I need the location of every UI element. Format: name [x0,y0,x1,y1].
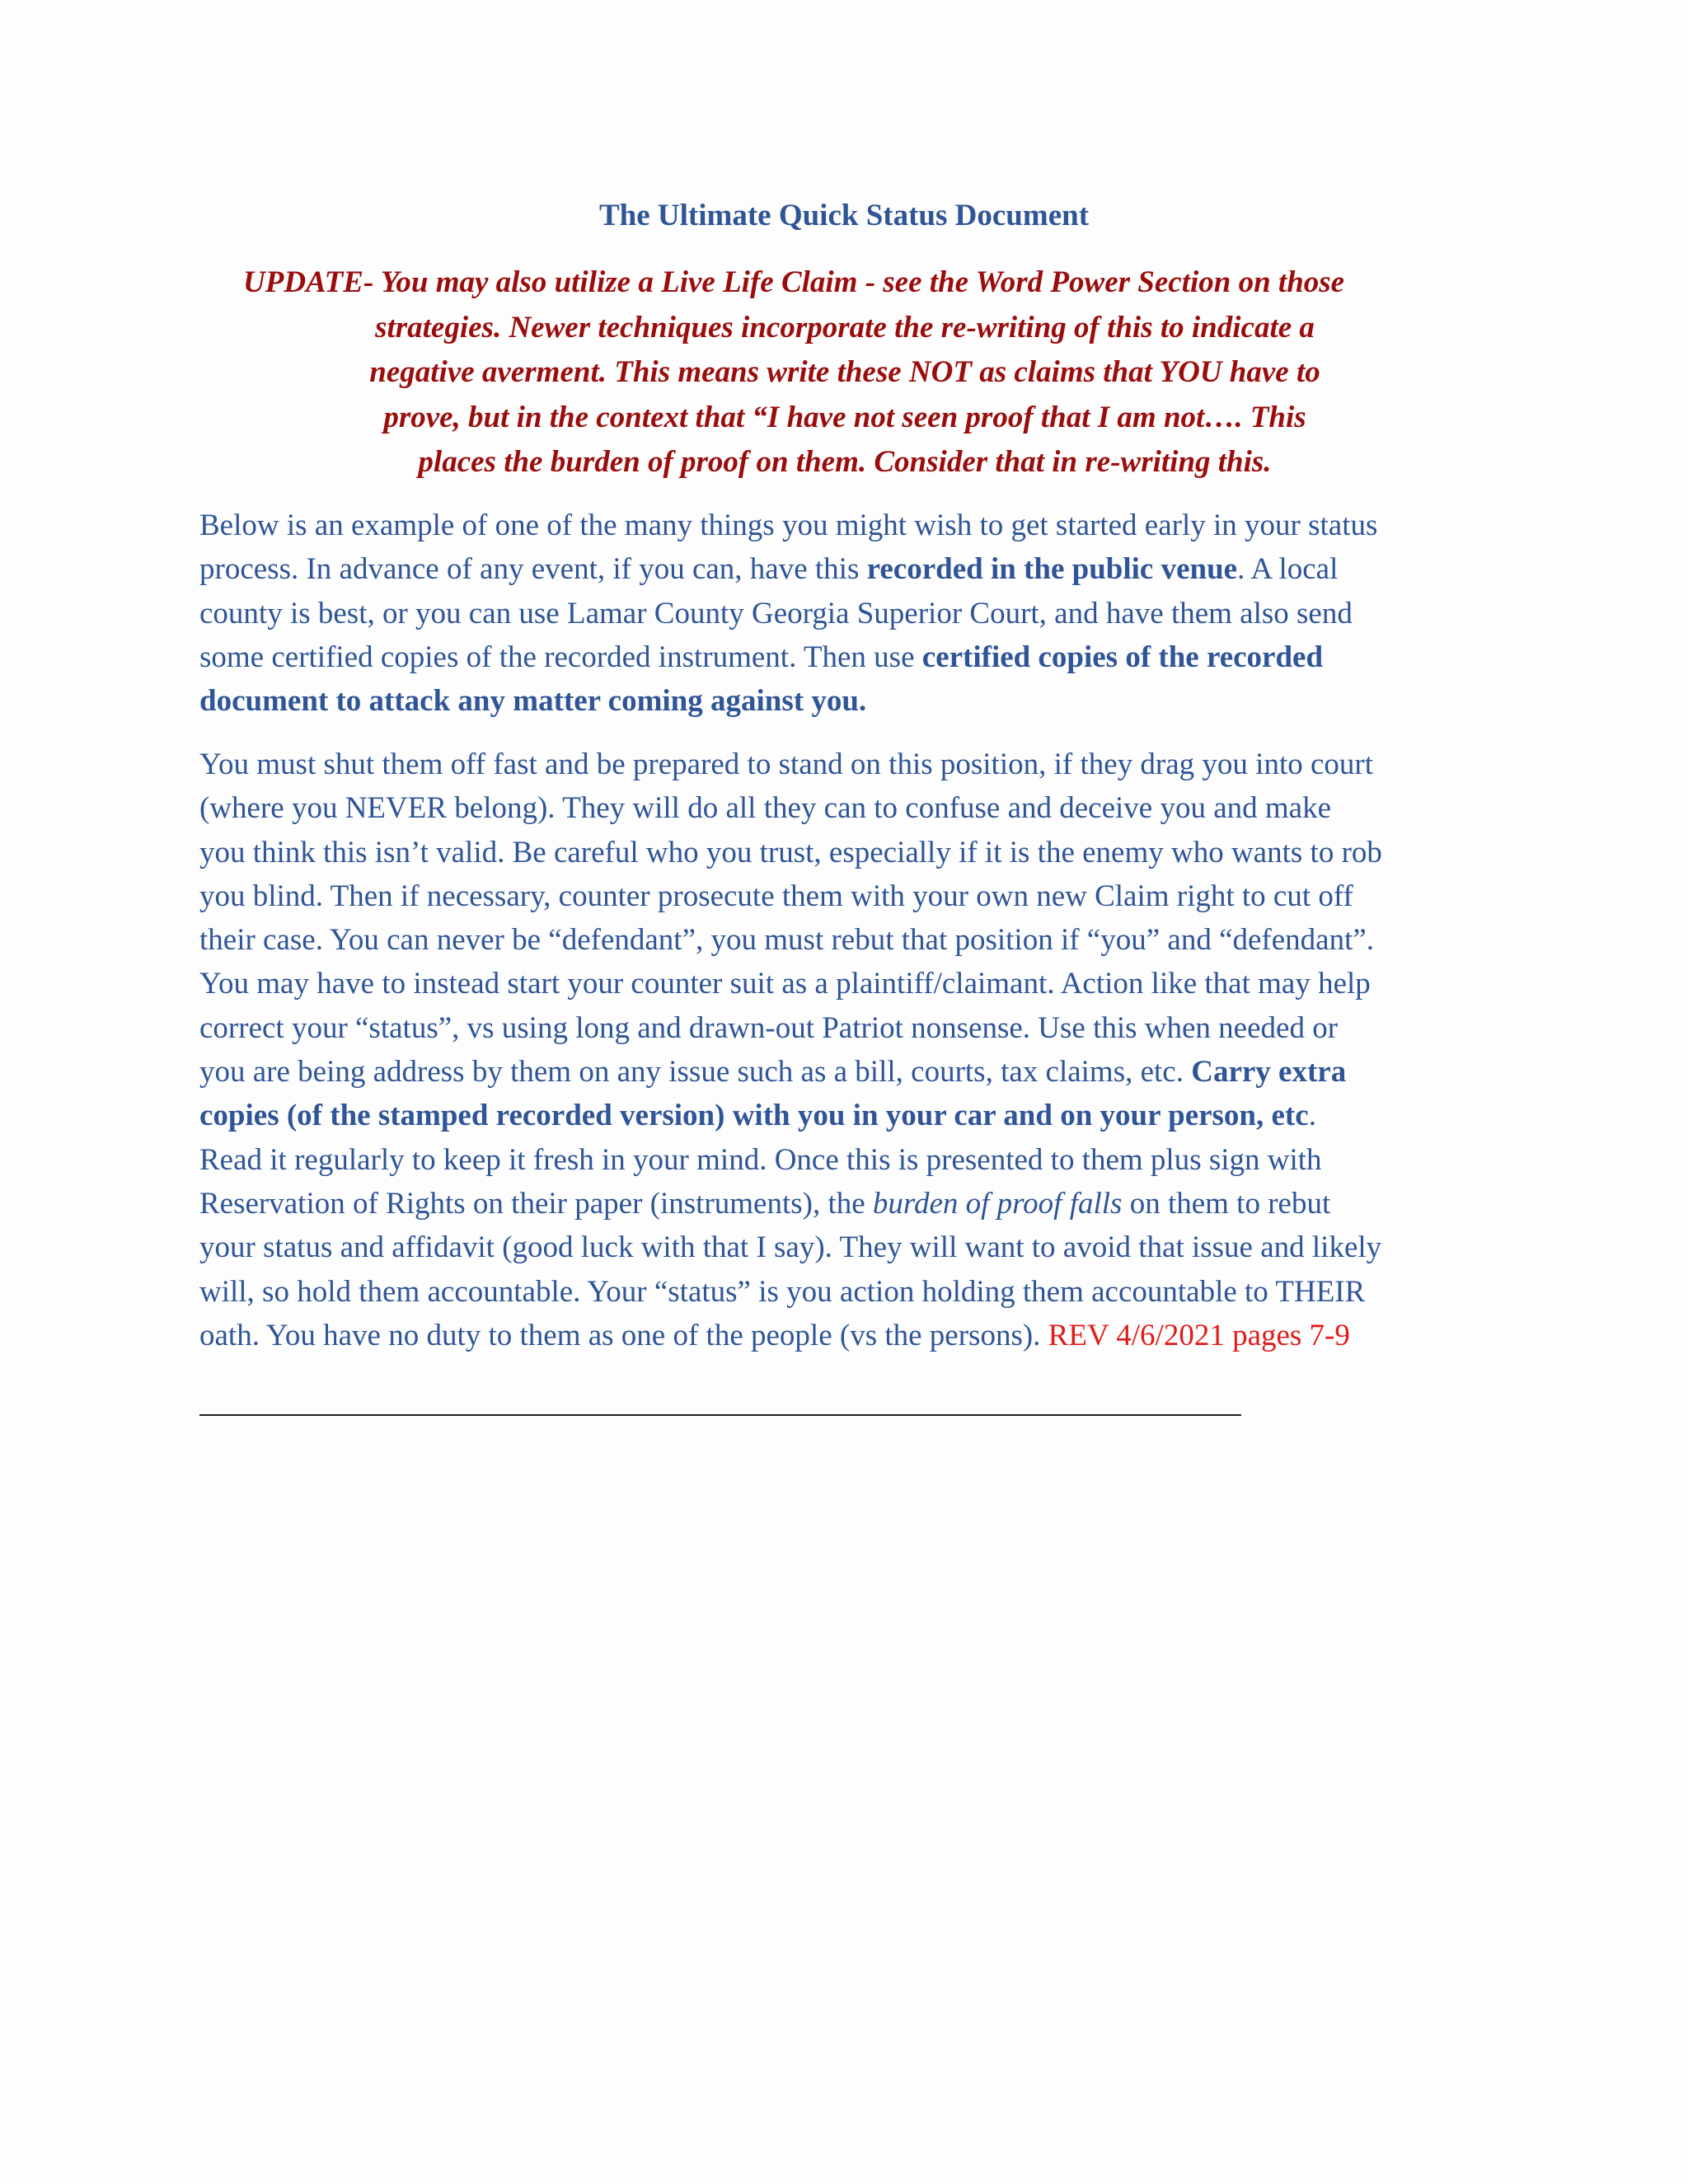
update-line: prove, but in the context that “I have not seen proof that I am not…. This [383,400,1306,434]
update-line: UPDATE- You may also utilize a Live Life Claim - see the Word Power Section on those [243,265,1345,299]
bold-text: document to attack any matter coming against you. [199,684,867,719]
instructions-paragraph [199,743,1493,1357]
revision-note: REV 4/6/2021 pages 7-9 [1048,1318,1350,1352]
paragraph-line: (where you NEVER belong). They will do all they can to confuse and deceive you and make [199,791,1332,826]
paragraph-line [199,1050,1493,1094]
text-run: some certified copies of the recorded instrument. Then use [199,640,922,674]
update-line: places the burden of proof on them. Consider that in re-writing this. [418,445,1272,479]
text-run: oath. You have no duty to them as one of the people (vs the persons). [199,1318,1048,1352]
paragraph-line: Below is an example of one of the many things you might wish to get started early in your status [199,509,1378,542]
paragraph-line [199,1182,1493,1226]
bold-text: certified copies of the recorded [921,640,1324,674]
paragraph-line [199,1094,1493,1137]
paragraph-line [199,1314,1493,1357]
paragraph-line: county is best, or you can use Lamar County Georgia Superior Court, and have them also send [199,596,1353,630]
text-run: process. In advance of any event, if you can, have this [199,552,867,587]
italic-text: burden of proof falls [872,1186,1123,1221]
intro-paragraph [199,504,1493,723]
paragraph-line: their case. You can never be “defendant”, you must rebut that position if “you” and “defendant”. [199,923,1375,958]
paragraph-line [199,635,1493,679]
paragraph-line: you blind. Then if necessary, counter prosecute them with your own new Claim right to cut off [199,879,1353,913]
paragraph-line [199,547,1493,591]
update-line: strategies. Newer techniques incorporate the re-writing of this to indicate a [375,310,1315,344]
paragraph-line: Read it regularly to keep it fresh in your mind. Once this is presented to them plus sign with [199,1142,1322,1177]
document-title: The Ultimate Quick Status Document [598,199,1090,232]
paragraph-line: correct your “status”, vs using long and drawn-out Patriot nonsense. Use this when needed or [199,1010,1339,1045]
paragraph-line: You must shut them off fast and be prepared to stand on this position, if they drag you into court [199,748,1373,781]
paragraph-line [199,679,1493,723]
bold-text: Carry extra [1191,1055,1347,1090]
bold-text: recorded in the public venue [866,552,1238,587]
paragraph-line: your status and affidavit (good luck with that I say). They will want to avoid that issue and likely [199,1230,1382,1265]
update-notice [206,260,1484,485]
text-run: . [1308,1099,1316,1133]
paragraph-line: you think this isn’t valid. Be careful who you trust, especially if it is the enemy who wants to rob [199,835,1382,869]
text-run: you are being address by them on any issue such as a bill, courts, tax claims, etc. [199,1055,1192,1090]
text-run: Reservation of Rights on their paper (instruments), the [199,1186,873,1221]
paragraph-line: You may have to instead start your counter suit as a plaintiff/claimant. Action like that may help [199,967,1371,1001]
text-run: . A local [1237,552,1339,587]
paragraph-line: will, so hold them accountable. Your “status” is you action holding them accountable to THEIR [199,1274,1366,1309]
text-run: on them to rebut [1122,1186,1331,1221]
bold-text: copies (of the stamped recorded version) with you in your car and on your person, etc [199,1099,1309,1133]
update-line: negative averment. This means write these NOT as claims that YOU have to [369,355,1320,389]
signature-line [199,1414,1241,1416]
